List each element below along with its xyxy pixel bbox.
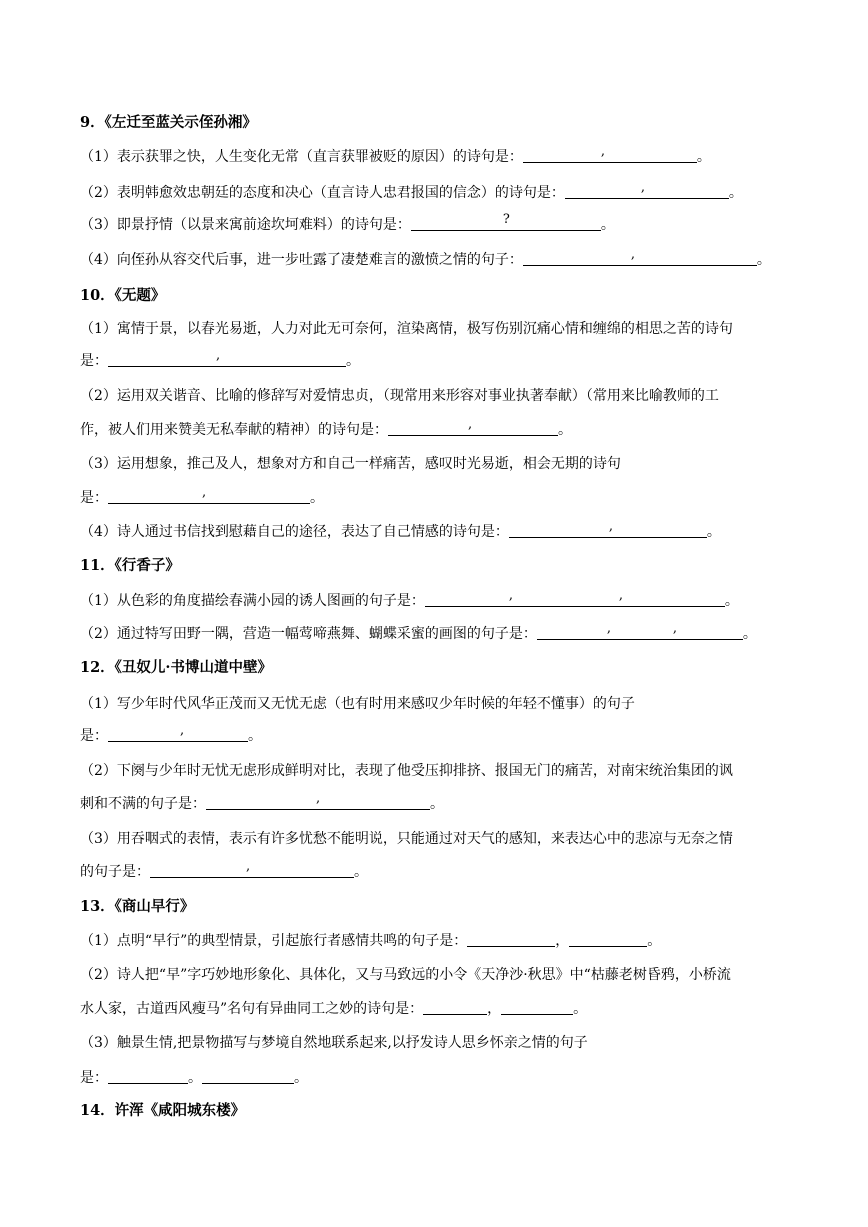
answer-blank[interactable] xyxy=(501,1000,573,1015)
question-line: （3）运用想象，推己及人，想象对方和自己一样痛苦，感叹时光易逝，相会无期的诗句 xyxy=(80,456,621,472)
question-line: （2）诗人把“早”字巧妙地形象化、具体化，又与马致远的小令《天净沙·秋思》中“枯藤老树昏鸦，小桥流 xyxy=(80,967,731,983)
answer-blank[interactable]: , , xyxy=(425,592,725,607)
question-line: 作，被人们用来赞美无私奉献的精神）的诗句是： , 。 xyxy=(80,417,572,438)
answer-blank[interactable] xyxy=(202,1069,294,1084)
question-line: 是： , 。 xyxy=(80,485,324,506)
question-line: （1）寓情于景，以春光易逝，人力对此无可奈何，渲染离情，极写伤别沉痛心情和缠绵的相思之苦的诗句 xyxy=(80,321,733,337)
section-heading: 13．《商山早行》 xyxy=(80,898,195,915)
section-heading: 12．《丑奴儿·书博山道中壁》 xyxy=(80,659,272,676)
question-line: 是： , 。 xyxy=(80,723,262,744)
question-line: （1）表示获罪之快，人生变化无常（直言获罪被贬的原因）的诗句是： , 。 xyxy=(80,144,711,165)
answer-blank[interactable] xyxy=(569,932,647,947)
question-line: 是： , 。 xyxy=(80,348,360,369)
section-heading: 14．许浑《咸阳城东楼》 xyxy=(80,1102,246,1119)
answer-blank[interactable] xyxy=(467,932,555,947)
section-heading: 11．《行香子》 xyxy=(80,557,180,574)
answer-blank[interactable]: , xyxy=(206,795,430,810)
question-line: （2）表明韩愈效忠朝廷的态度和决心（直言诗人忠君报国的信念）的诗句是： , 。 xyxy=(80,180,743,201)
answer-blank[interactable]: , xyxy=(388,421,558,436)
question-line: （1）从色彩的角度描绘春满小园的诱人图画的句子是： , , 。 xyxy=(80,588,739,609)
answer-blank[interactable]: , , xyxy=(537,625,743,640)
question-line: （3）用吞咽式的表情，表示有许多忧愁不能明说，只能通过对天气的感知，来表达心中的悲凉与无奈之情 xyxy=(80,831,733,847)
question-line: （4）向侄孙从容交代后事，进一步吐露了凄楚难言的激愤之情的句子： , 。 xyxy=(80,247,771,268)
answer-blank[interactable] xyxy=(108,1069,188,1084)
question-line: 水人家，古道西风瘦马”名句有异曲同工之妙的诗句是： ， 。 xyxy=(80,1001,588,1017)
question-line: （2）运用双关谐音、比喻的修辞写对爱情忠贞，（现常用来形容对事业执著奉献）（常用来比喻教师的工 xyxy=(80,388,719,404)
section-heading: 9．《左迁至蓝关示侄孙湘》 xyxy=(80,114,257,131)
answer-blank[interactable]: , xyxy=(150,863,354,878)
answer-blank[interactable]: , xyxy=(565,184,729,199)
question-line: 的句子是： , 。 xyxy=(80,859,368,880)
question-line: （1）点明“早行”的典型情景，引起旅行者感情共鸣的句子是： ， 。 xyxy=(80,933,662,949)
answer-blank[interactable]: , xyxy=(523,148,697,163)
answer-blank[interactable] xyxy=(423,1000,487,1015)
question-line: 是： 。 。 xyxy=(80,1070,308,1086)
answer-blank[interactable]: , xyxy=(108,727,248,742)
answer-blank[interactable]: , xyxy=(108,352,346,367)
question-line: （2）通过特写田野一隅，营造一幅莺啼燕舞、蝴蝶采蜜的画图的句子是： , , 。 xyxy=(80,621,757,642)
question-line: （1）写少年时代风华正茂而又无忧无虑（也有时用来感叹少年时候的年轻不懂事）的句子 xyxy=(80,696,635,712)
question-line: （3）触景生情,把景物描写与梦境自然地联系起来,以抒发诗人思乡怀亲之情的句子 xyxy=(80,1035,588,1051)
answer-blank[interactable]: , xyxy=(509,523,707,538)
question-line: 刺和不满的句子是： , 。 xyxy=(80,791,444,812)
answer-blank[interactable]: , xyxy=(523,251,757,266)
answer-blank[interactable]: , xyxy=(108,489,310,504)
question-line: （2）下阕与少年时无忧无虑形成鲜明对比，表现了他受压抑排挤、报国无门的痛苦，对南宋统治集团的讽 xyxy=(80,763,733,779)
answer-blank[interactable]: ? xyxy=(411,216,601,231)
question-line: （4）诗人通过书信找到慰藉自己的途径，表达了自己情感的诗句是： , 。 xyxy=(80,519,721,540)
section-heading: 10．《无题》 xyxy=(80,287,166,304)
question-line: （3）即景抒情（以景来寓前途坎坷难料）的诗句是： ? 。 xyxy=(80,212,615,233)
